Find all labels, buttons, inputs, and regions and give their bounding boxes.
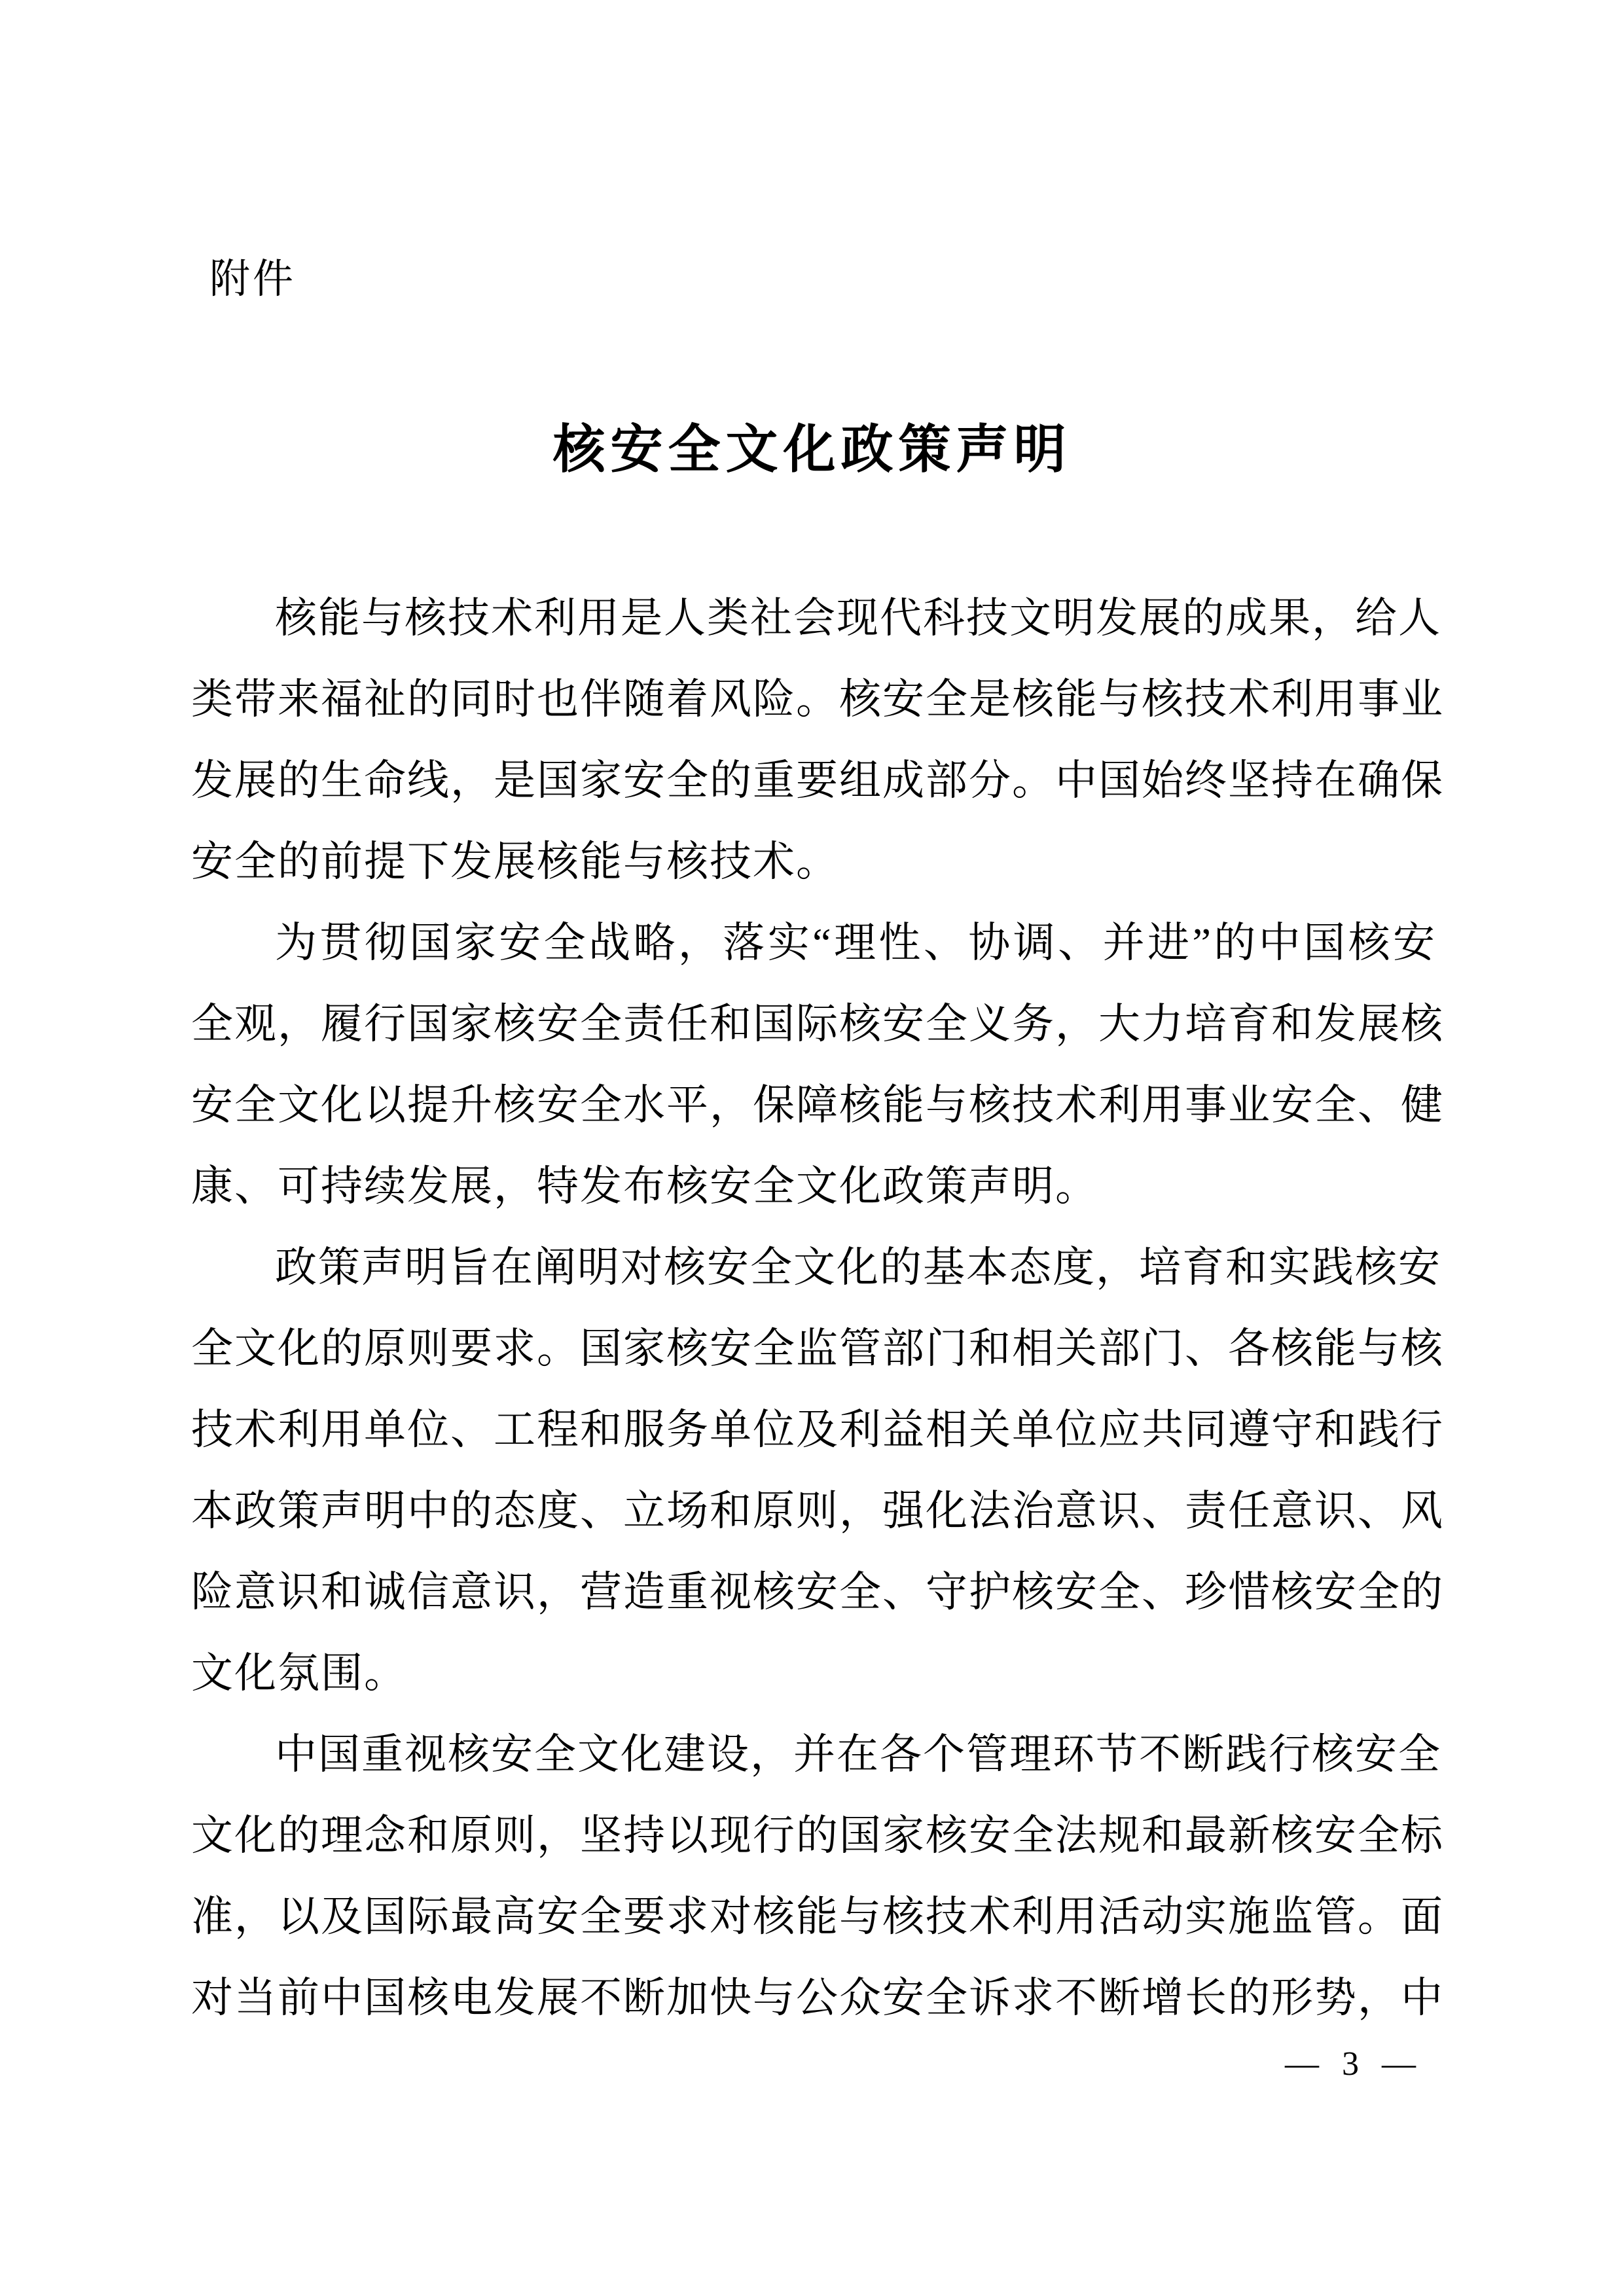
text-line-p2-l2: 全观，履行国家核安全责任和国际核安全义务，大力培育和发展核 bbox=[191, 1001, 1444, 1047]
text-line-p3-l5: 险意识和诚信意识，营造重视核安全、守护核安全、珍惜核安全的 bbox=[191, 1569, 1444, 1615]
text-line-p4-l3: 准，以及国际最高安全要求对核能与核技术利用活动实施监管。面 bbox=[191, 1893, 1444, 1940]
text-line-p1-l4: 安全的前提下发展核能与核技术。 bbox=[191, 838, 839, 885]
text-line-p1-l2: 类带来福祉的同时也伴随着风险。核安全是核能与核技术利用事业 bbox=[191, 676, 1444, 723]
text-line-p1-l1: 核能与核技术利用是人类社会现代科技文明发展的成果，给人 bbox=[275, 595, 1441, 641]
text-line-p3-l2: 全文化的原则要求。国家核安全监管部门和相关部门、各核能与核 bbox=[191, 1325, 1444, 1372]
text-line-p2-l1: 为贯彻国家安全战略，落实“理性、协调、并进”的中国核安 bbox=[275, 920, 1436, 966]
text-line-p3-l1: 政策声明旨在阐明对核安全文化的基本态度，培育和实践核安 bbox=[275, 1244, 1441, 1291]
text-line-p3-l6: 文化氛围。 bbox=[191, 1650, 407, 1696]
text-line-p4-l2: 文化的理念和原则，坚持以现行的国家核安全法规和最新核安全标 bbox=[191, 1812, 1444, 1859]
document-body bbox=[191, 578, 1444, 2039]
text-line-p2-l4: 康、可持续发展，特发布核安全文化政策声明。 bbox=[191, 1163, 1098, 1210]
attachment-label: 附件 bbox=[209, 257, 297, 302]
text-line-p3-l3: 技术利用单位、工程和服务单位及利益相关单位应共同遵守和践行 bbox=[191, 1407, 1444, 1453]
text-line-p4-l4: 对当前中国核电发展不断加快与公众安全诉求不断增长的形势，中 bbox=[191, 1975, 1444, 2021]
text-line-p3-l4: 本政策声明中的态度、立场和原则，强化法治意识、责任意识、风 bbox=[191, 1488, 1444, 1534]
document-title: 核安全文化政策声明 bbox=[552, 422, 1072, 479]
text-line-p4-l1: 中国重视核安全文化建设，并在各个管理环节不断践行核安全 bbox=[275, 1731, 1441, 1778]
page-number: — 3 — bbox=[1285, 2045, 1416, 2083]
text-line-p2-l3: 安全文化以提升核安全水平，保障核能与核技术利用事业安全、健 bbox=[191, 1082, 1444, 1128]
text-line-p1-l3: 发展的生命线，是国家安全的重要组成部分。中国始终坚持在确保 bbox=[191, 757, 1444, 804]
